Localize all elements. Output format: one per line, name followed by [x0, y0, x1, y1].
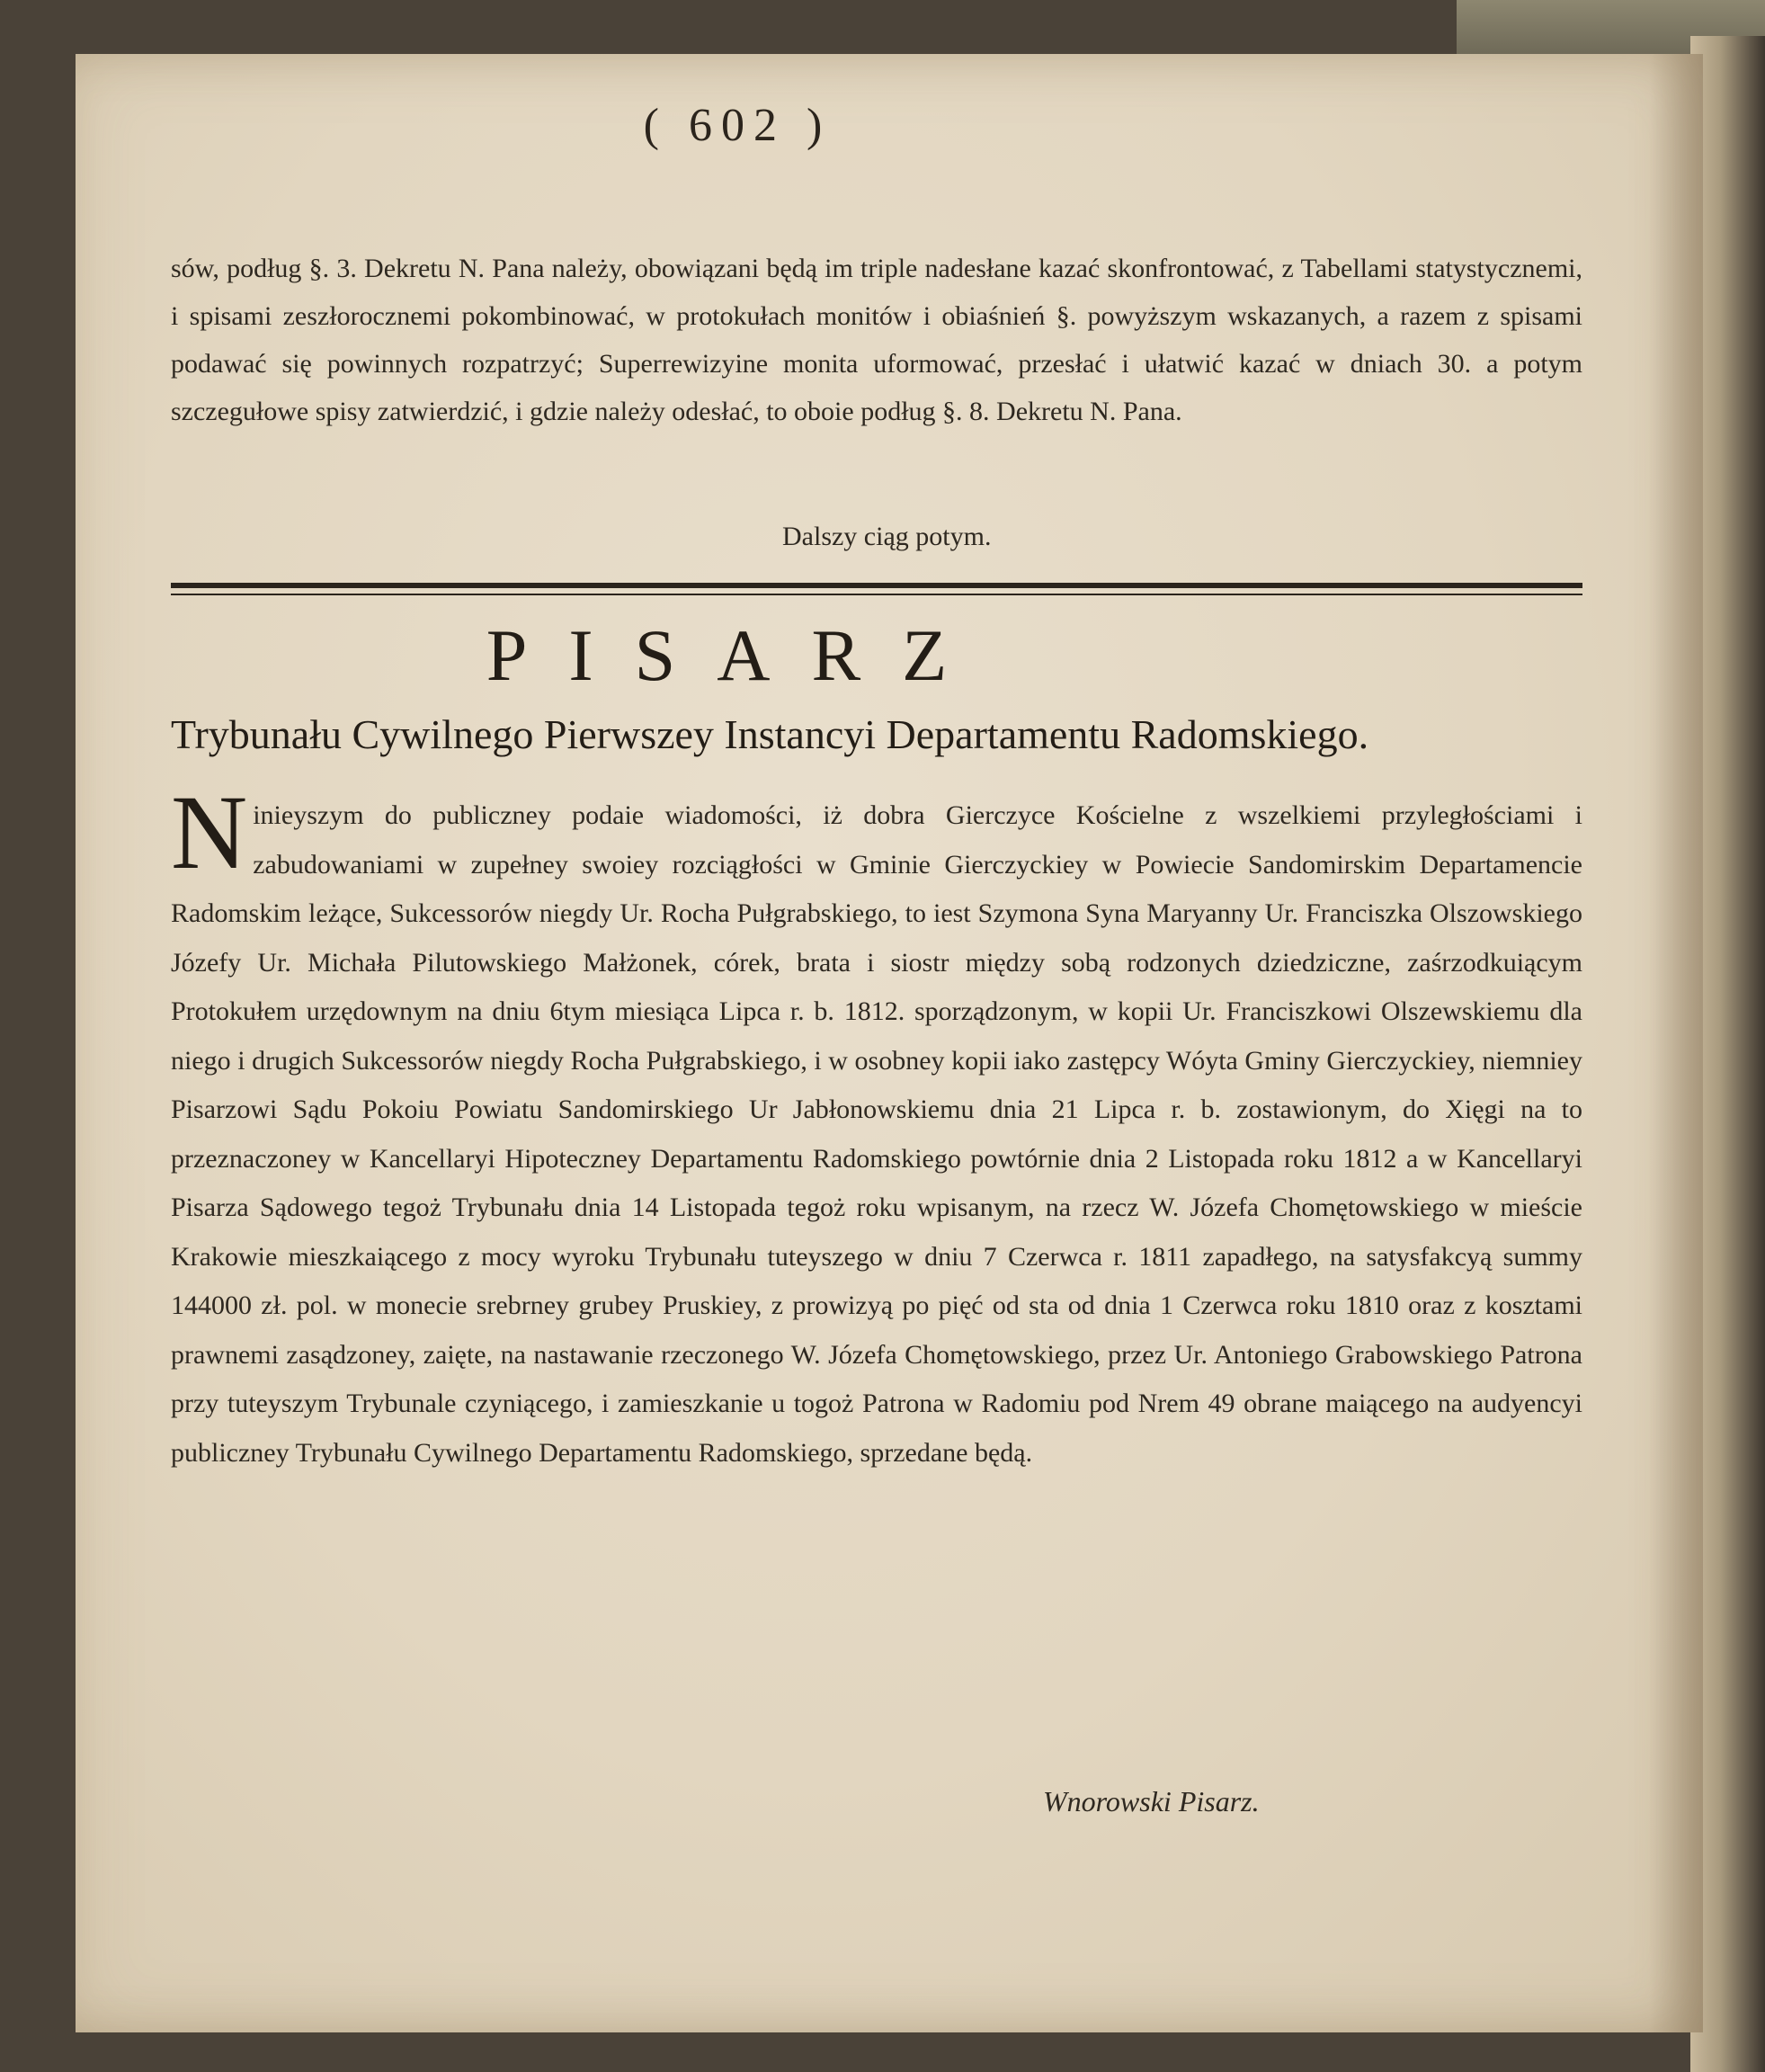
continuation-paragraph: sów, podług §. 3. Dekretu N. Pana należy, obowiązani będą im triple nadesłane kazać skonfrontować, z Tabellami statystycznemi, i spisami zeszłorocznemi pokombinować, w protokułach monitów i obiaśnień §. powyższym wskazanych, a razem z spisami podawać się powinnych rozpatrzyć; Superrewizyine monita uformować, przesłać i ułatwić kazać w dniach 30. a potym szczegułowe spisy zatwierdzić, i gdzie należy odesłać, to oboie podług §. 8. Dekretu N. Pana.	[171, 254, 1582, 426]
page-gutter-shadow	[1649, 54, 1703, 2032]
section-divider-thin	[171, 594, 1582, 595]
section-heading: PISARZ	[486, 614, 989, 696]
section-divider-thick	[171, 583, 1582, 588]
continued-note: Dalszy ciąg potym.	[782, 522, 992, 551]
page-number: ( 602 )	[643, 100, 832, 151]
dropcap-letter: N	[171, 773, 248, 891]
announcement-body: inieyszym do publiczney podaie wiadomości, iż dobra Gierczyce Kościelne z wszelkiemi przyległościami i zabudowaniami w zupełney swoiey rozciągłości w Gminie Gierczyckiey w Powiecie Sandomirskim Departamencie Radomskim leżące, Sukcessorów niegdy Ur. Rocha Pułgrabskiego, to iest Szymona Syna Maryanny Ur. Franciszka Olszowskiego Józefy Ur. Michała Pilutowskiego Małżonek, córek, brata i siostr między sobą rodzonych dziedziczne, zaśrzodkuiącym Protokułem urzędownym na dniu 6tym miesiąca Lipca r. b. 1812. sporządzonym, w kopii Ur. Franciszkowi Olszewskiemu dla niego i drugich Sukcessorów niegdy Rocha Pułgrabskiego, i w osobney kopii iako zastępcy Wóyta Gminy Gierczyckiey, niemniey Pisarzowi Sądu Pokoiu Powiatu Sandomirskiego Ur Jabłonowskiemu dnia 21 Lipca r. b. zostawionym, do Xięgi na to przeznaczoney w Kancellaryi Hipoteczney Departamentu Radomskiego powtórnie dnia 2 Listopada roku 1812 a w Kancellaryi Pisarza Sądowego tegoż Trybunału dnia 14 Listopada tegoż roku wpisanym, na rzecz W. Józefa Chomętowskiego w mieście Krakowie mieszkaiącego z mocy wyroku Trybunału tuteyszego w dniu 7 Czerwca r. 1811 zapadłego, na satysfakcyą summy 144000 zł. pol. w monecie srebrney grubey Pruskiey, z prowizyą po pięć od sta od dnia 1 Czerwca roku 1810 oraz z kosztami prawnemi zasądzoney, zaięte, na nastawanie rzeczonego W. Józefa Chomętowskiego, przez Ur. Antoniego Grabowskiego Patrona przy tuteyszym Trybunale czyniącego, i zamieszkanie u togoż Patrona w Radomiu pod Nrem 49 obrane maiącego na audyencyi publiczney Trybunału Cywilnego Departamentu Radomskiego, sprzedane będą.	[171, 800, 1582, 1468]
section-subheading: Trybunału Cywilnego Pierwszey Instancyi Departamentu Radomskiego.	[171, 711, 1369, 757]
signature: Wnorowski Pisarz.	[1043, 1785, 1260, 1817]
announcement-paragraph	[171, 773, 1582, 1478]
